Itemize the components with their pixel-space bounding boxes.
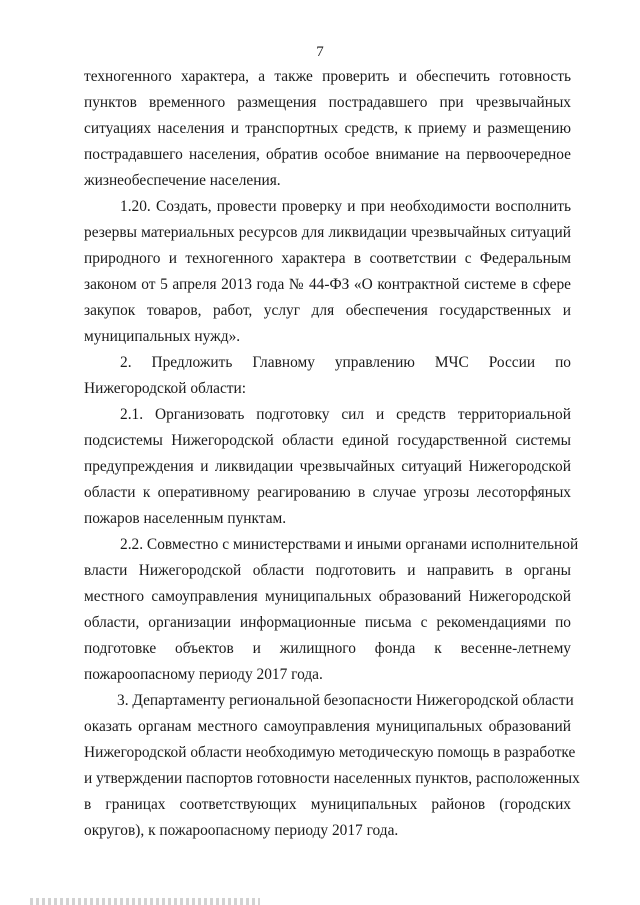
text-line: власти Нижегородской области подготовить и направить в органы [84, 562, 571, 579]
text-line: резервы материальных ресурсов для ликвидации чрезвычайных ситуаций [84, 224, 571, 241]
text-line: законом от 5 апреля 2013 года № 44-ФЗ «О контрактной системе в сфере [84, 276, 571, 293]
text-line: 3. Департаменту региональной безопасности Нижегородской области [117, 692, 574, 709]
text-line: оказать органам местного самоуправления муниципальных образований [84, 718, 571, 735]
text-line: пострадавшего населения, обратив особое внимание на первоочередное [84, 146, 571, 163]
scan-artifact [30, 898, 260, 905]
page-number: 7 [316, 44, 324, 60]
text-line: предупреждения и ликвидации чрезвычайных ситуаций Нижегородской [84, 458, 571, 475]
text-line: в границах соответствующих муниципальных районов (городских [84, 796, 571, 813]
text-line: области к оперативному реагированию в случае угрозы лесоторфяных [84, 484, 571, 501]
text-line: 2.1. Организовать подготовку сил и средств территориальной [120, 406, 571, 423]
text-line: Нижегородской области необходимую методическую помощь в разработке [84, 744, 576, 761]
text-line: ситуациях населения и транспортных средств, к приему и размещению [84, 120, 571, 137]
text-line: 2. Предложить Главному управлению МЧС России по [120, 354, 571, 371]
text-line: закупок товаров, работ, услуг для обеспечения государственных и [84, 302, 571, 319]
text-line: пунктов временного размещения пострадавшего при чрезвычайных [84, 94, 571, 111]
text-line: подсистемы Нижегородской области единой государственной системы [84, 432, 571, 449]
text-line: муниципальных нужд». [84, 328, 241, 345]
text-line: 1.20. Создать, провести проверку и при необходимости восполнить [120, 198, 571, 215]
text-line: пожароопасному периоду 2017 года. [84, 666, 323, 683]
text-line: и утверждении паспортов готовности населенных пунктов, расположенных [84, 770, 580, 787]
text-line: подготовке объектов и жилищного фонда к весенне-летнему [84, 640, 571, 657]
text-line: природного и техногенного характера в соответствии с Федеральным [84, 250, 571, 267]
text-line: 2.2. Совместно с министерствами и иными органами исполнительной [120, 536, 579, 553]
text-line: пожаров населенным пунктам. [84, 510, 287, 527]
text-line: техногенного характера, а также проверить и обеспечить готовность [84, 68, 571, 85]
text-line: округов), к пожароопасному периоду 2017 года. [84, 822, 399, 839]
text-line: жизнеобеспечение населения. [84, 172, 281, 189]
text-line: Нижегородской области: [84, 380, 247, 397]
text-line: местного самоуправления муниципальных образований Нижегородской [84, 588, 571, 605]
text-line: области, организации информационные письма с рекомендациями по [84, 614, 571, 631]
